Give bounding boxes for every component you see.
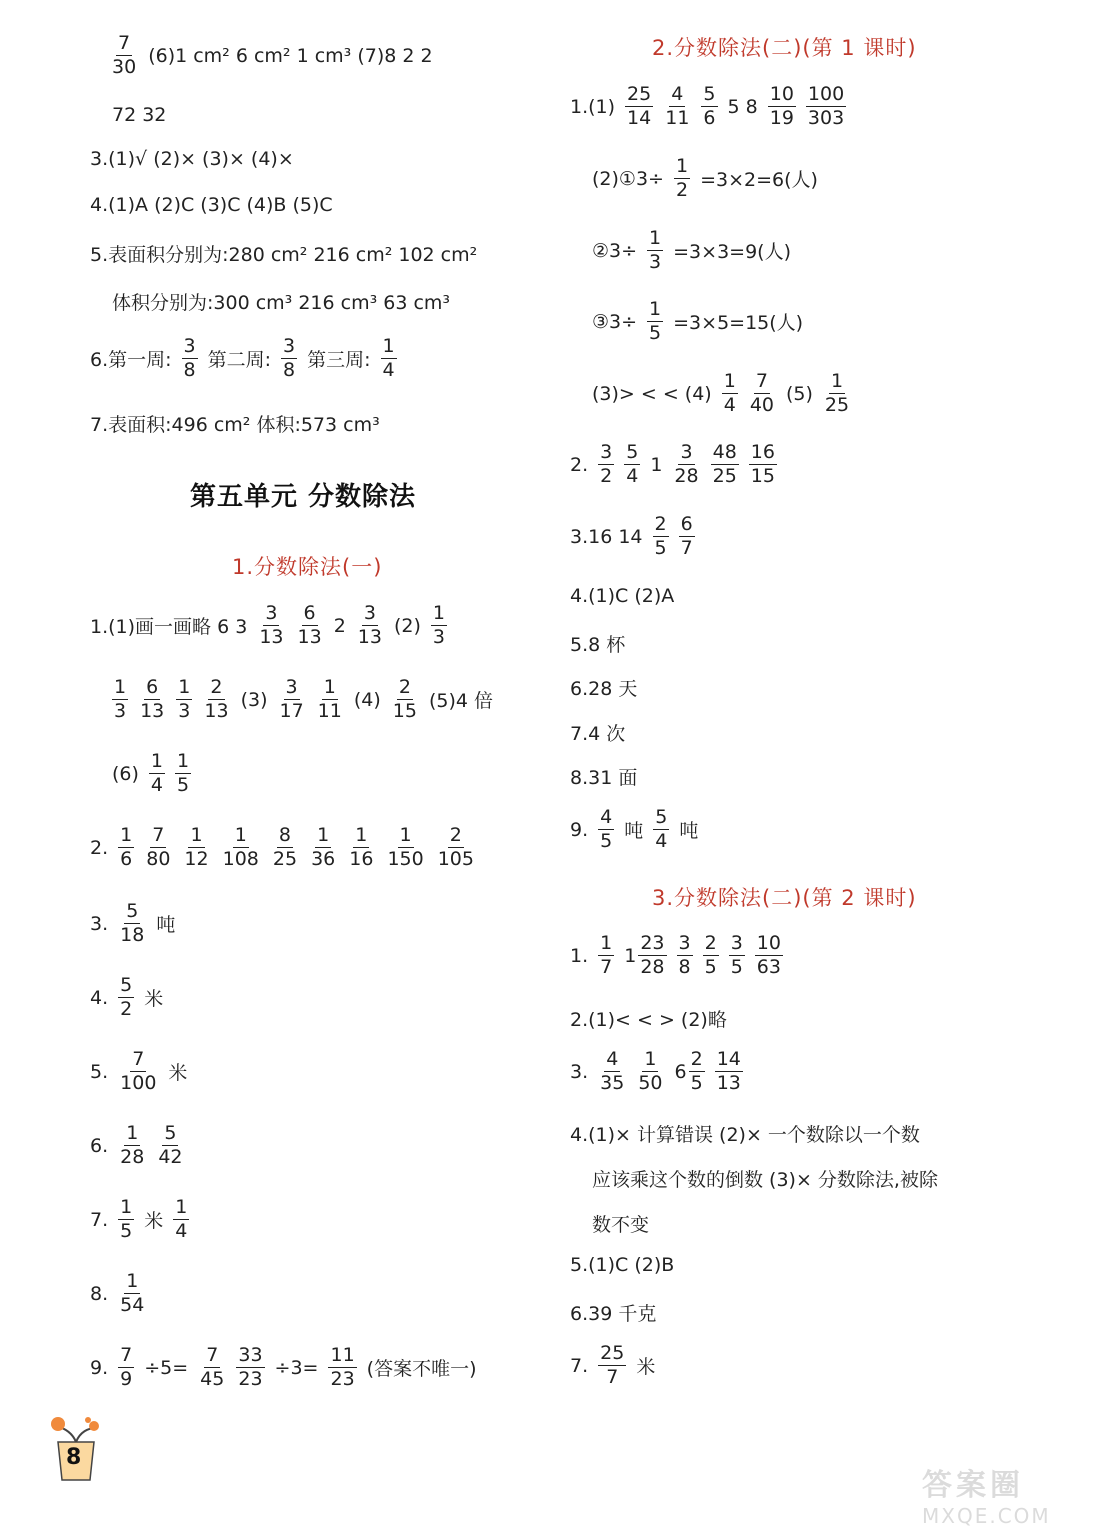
fraction: $\frac{16}{15}$ [750,441,775,487]
page-number: 8 [66,1445,82,1470]
answer-line: 体积分别为:300 cm³ 216 cm³ 63 cm³ [112,292,451,314]
fraction: $\frac{2}{13}$ [204,676,229,722]
answer-line: ②3÷ $\frac{1}{3}$ =3×3=9(人) [592,227,791,273]
answer-line: 5.8 杯 [570,634,626,656]
answer-line: 7. $\frac{1}{5}$ 米 $\frac{1}{4}$ [90,1196,188,1242]
fraction: $\frac{1}{2}$ [675,155,689,201]
answer-line: 3.(1)√ (2)× (3)× (4)× [90,148,294,170]
fraction: $\frac{5}{42}$ [158,1122,183,1168]
answer-line: 4.(1)C (2)A [570,585,675,607]
answer-line: 6.39 千克 [570,1303,657,1325]
fraction: $\frac{1}{12}$ [184,824,209,870]
fraction: $\frac{33}{23}$ [238,1344,263,1390]
section-title: 1.分数除法(一) [232,555,383,579]
fraction: $\frac{1}{28}$ [120,1122,145,1168]
unit-title: 第五单元 分数除法 [190,482,417,512]
fraction: $\frac{6}{13}$ [140,676,165,722]
fraction: $\frac{6}{7}$ [680,513,693,559]
fraction: $\frac{25}{14}$ [627,83,652,129]
fraction: $\frac{25}{7}$ [600,1342,625,1388]
fraction: $\frac{7}{80}$ [146,824,171,870]
fraction: $\frac{1}{5}$ [177,750,190,796]
answer-line: 4. $\frac{5}{2}$ 米 [90,974,164,1020]
answer-line: 8.31 面 [570,767,638,789]
fraction: $\frac{5}{2}$ [120,974,133,1020]
fraction: $\frac{48}{25}$ [712,441,737,487]
answer-line: 9. $\frac{4}{5}$ 吨 $\frac{5}{4}$ 吨 [570,806,699,852]
fraction: $\frac{1}{6}$ [120,824,133,870]
answer-line: ③3÷ $\frac{1}{5}$ =3×5=15(人) [592,298,804,344]
fraction: $\frac{3}{5}$ [730,932,743,978]
fraction: $\frac{3}{13}$ [357,602,382,648]
fraction: $\frac{1}{54}$ [120,1270,145,1316]
fraction: $\frac{1}{4}$ [382,335,395,381]
fraction: $\frac{1}{4}$ [150,750,164,796]
fraction: $\frac{1}{4}$ [723,370,736,416]
watermark-logo: 答案圈 MXQE.COM [922,1468,1051,1528]
answer-line: 3.16 14 $\frac{2}{5}$ $\frac{6}{7}$ [570,513,693,559]
answer-line: 应该乘这个数的倒数 (3)× 分数除法,被除 [592,1169,938,1191]
answer-line: 2. $\frac{3}{2}$ $\frac{5}{4}$ 1 $\frac{3}{28}$ $\frac{48}{25}$ $\frac{16}{15}$ [570,441,775,487]
fraction: $\frac{1}{3}$ [114,676,127,722]
fraction: $\frac{2}{5}$ [654,513,667,559]
answer-line: 8. $\frac{1}{54}$ [90,1270,145,1316]
fraction: $\frac{1}{4}$ [175,1196,188,1242]
fraction: $\frac{1}{5}$ [120,1196,133,1242]
fraction: $\frac{1}{3}$ [178,676,191,722]
answer-line: (2)①3÷ $\frac{1}{2}$ =3×2=6(人) [592,155,818,201]
answer-line: 6. $\frac{1}{28}$ $\frac{5}{42}$ [90,1122,183,1168]
fraction: $\frac{3}{13}$ [259,602,284,648]
fraction: $\frac{4}{35}$ [600,1048,625,1094]
fraction: $\frac{2}{105}$ [437,824,474,870]
fraction: $\frac{7}{100}$ [120,1048,157,1094]
fraction: $\frac{4}{11}$ [665,83,690,129]
answer-line: 1.(1)画一画略 6 3 $\frac{3}{13}$ $\frac{6}{13}$ 2 $\frac{3}{13}$ (2) $\frac{1}{3}$ [90,602,445,648]
fraction: $\frac{3}{2}$ [600,441,613,487]
fraction: $\frac{1}{11}$ [317,676,342,722]
answer-line: $\frac{1}{3}$ $\frac{6}{13}$ $\frac{1}{3}$ $\frac{2}{13}$ (3) $\frac{3}{17}$ $\frac{1}{11}$ (4) $\frac{2}{15}$ (5)4 倍 [114,676,494,722]
answer-line: 2. $\frac{1}{6}$ $\frac{7}{80}$ $\frac{1}{12}$ $\frac{1}{108}$ $\frac{8}{25}$ $\frac{1}{36}$ $\frac{1}{16}$ $\frac{1}{150}$ $\frac{2}{105}$ [90,824,474,870]
fraction: $\frac{3}{8}$ [283,335,296,381]
fraction: $\frac{1}{108}$ [222,824,259,870]
section-title: 3.分数除法(二)(第 2 课时) [652,886,917,910]
fraction: $\frac{1}{36}$ [311,824,336,870]
answer-text: (6)1 cm² 6 cm² 1 cm³ (7)8 2 2 [148,44,433,67]
fraction: $\frac{5}{4}$ [626,441,639,487]
fraction: $\frac{7}{45}$ [200,1344,225,1390]
answer-line: 4.(1)× 计算错误 (2)× 一个数除以一个数 [570,1124,920,1146]
fraction: $\frac{1}{150}$ [387,824,424,870]
fraction: $\frac{2}{5}$ [690,1048,703,1094]
answer-line: 7. $\frac{25}{7}$ 米 [570,1342,656,1388]
fraction: $\frac{1}{3}$ [649,227,662,273]
answer-line: 72 32 [112,104,167,126]
fraction: $\frac{1}{50}$ [638,1048,663,1094]
answer-line: 7.表面积:496 cm² 体积:573 cm³ [90,414,380,436]
fraction: $\frac{14}{13}$ [716,1048,741,1094]
answer-line: 4.(1)A (2)C (3)C (4)B (5)C [90,194,333,216]
fraction: $\frac{7}{30}$ [112,32,137,78]
answer-line: 6.28 天 [570,678,638,700]
answer-line: 1.(1) $\frac{25}{14}$ $\frac{4}{11}$ $\frac{5}{6}$ 5 8 $\frac{10}{19}$ $\frac{100}{303}$ [570,83,845,129]
fraction: $\frac{5}{6}$ [703,83,716,129]
answer-line: (6) $\frac{1}{4}$ $\frac{1}{5}$ [112,750,190,796]
fraction: $\frac{1}{16}$ [349,824,374,870]
fraction: $\frac{3}{8}$ [183,335,196,381]
fraction: $\frac{6}{13}$ [297,602,322,648]
fraction: $\frac{1}{3}$ [432,602,445,648]
answer-line: 3. $\frac{5}{18}$ 吨 [90,900,176,946]
fraction: $\frac{23}{28}$ [640,932,665,978]
fraction: $\frac{3}{8}$ [678,932,691,978]
answer-line: 2.(1)< < > (2)略 [570,1009,727,1031]
fraction: $\frac{100}{303}$ [807,83,845,129]
answer-line: 6.第一周: $\frac{3}{8}$ 第二周: $\frac{3}{8}$ 第三周: $\frac{1}{4}$ [90,335,395,381]
answer-line: 1. $\frac{1}{7}$ 1 $\frac{23}{28}$ $\frac{3}{8}$ $\frac{2}{5}$ $\frac{3}{5}$ $\frac{10}{63}$ [570,932,781,978]
fraction: $\frac{11}{23}$ [330,1344,355,1390]
answer-line: 数不变 [592,1214,650,1236]
fraction: $\frac{5}{18}$ [120,900,145,946]
fraction: $\frac{2}{15}$ [392,676,417,722]
fraction: $\frac{3}{17}$ [279,676,304,722]
answer-line: 9. $\frac{7}{9}$ ÷5= $\frac{7}{45}$ $\frac{33}{23}$ ÷3= $\frac{11}{23}$ (答案不唯一) [90,1344,477,1390]
fraction: $\frac{4}{5}$ [600,806,613,852]
answer-line: (3)> < < (4) $\frac{1}{4}$ $\frac{7}{40}$ (5) $\frac{1}{25}$ [592,370,850,416]
fraction: $\frac{10}{19}$ [769,83,794,129]
fraction: $\frac{7}{40}$ [749,370,774,416]
fraction: $\frac{3}{28}$ [674,441,699,487]
fraction: $\frac{7}{9}$ [120,1344,133,1390]
answer-line [110,34,443,77]
fraction: $\frac{10}{63}$ [756,932,781,978]
fraction: $\frac{8}{25}$ [272,824,298,870]
answer-line: 7.4 次 [570,723,626,745]
fraction: $\frac{5}{4}$ [655,806,668,852]
answer-line: 5. $\frac{7}{100}$ 米 [90,1048,188,1094]
section-title: 2.分数除法(二)(第 1 课时) [652,36,917,60]
answer-line: 3. $\frac{4}{35}$ $\frac{1}{50}$ 6 $\frac{2}{5}$ $\frac{14}{13}$ [570,1048,741,1094]
answer-line: 5.(1)C (2)B [570,1254,675,1276]
fraction: $\frac{1}{5}$ [649,298,662,344]
fraction: $\frac{1}{7}$ [600,932,613,978]
fraction: $\frac{2}{5}$ [704,932,717,978]
fraction: $\frac{1}{25}$ [824,370,850,416]
answer-line: 5.表面积分别为:280 cm² 216 cm² 102 cm² [90,244,478,266]
